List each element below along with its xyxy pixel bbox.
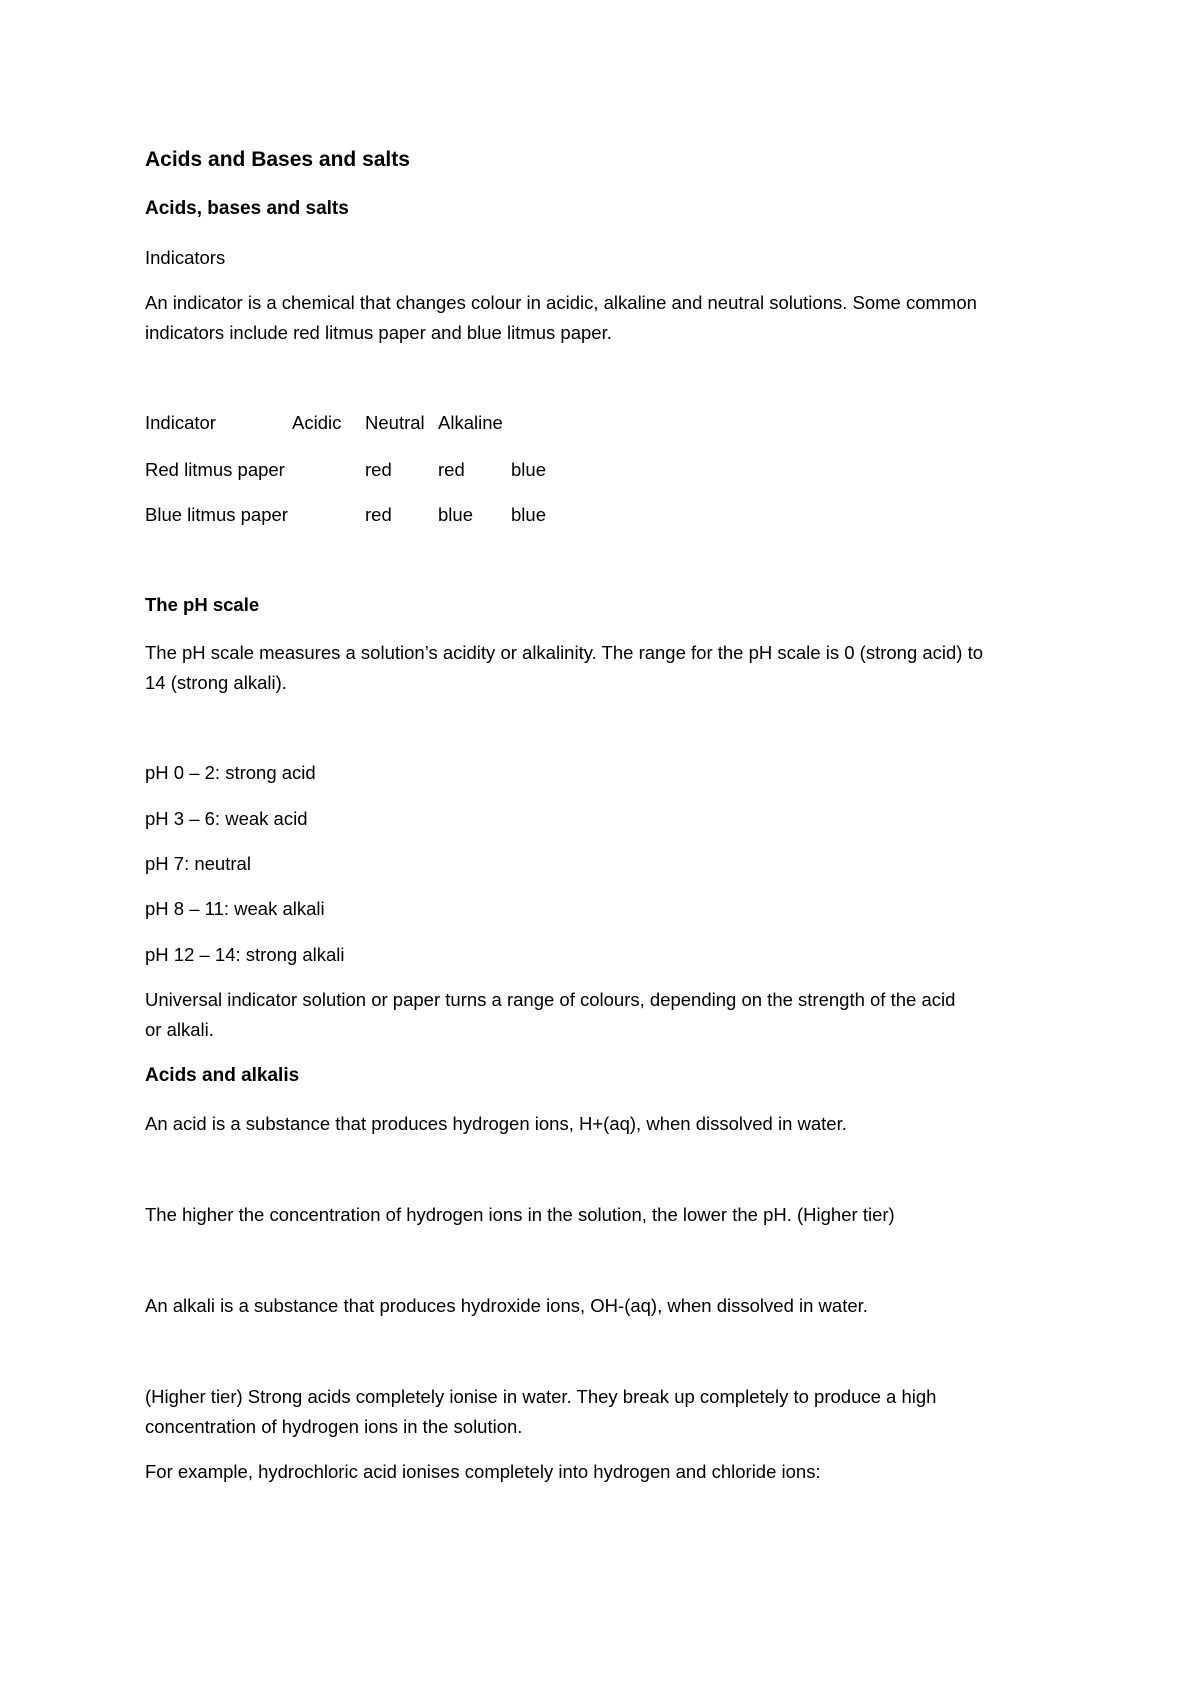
ph-paragraph-line2: 14 (strong alkali). [145, 672, 287, 693]
table-cell-row1-alkaline: blue [511, 459, 546, 480]
table-header-neutral: Neutral [365, 412, 425, 433]
indicators-paragraph-line2: indicators include red litmus paper and blue litmus paper. [145, 322, 612, 343]
table-cell-row1-neutral: red [438, 459, 465, 480]
higher-tier-ph-statement: The higher the concentration of hydrogen ions in the solution, the lower the pH. (Higher tier) [145, 1204, 895, 1225]
acid-definition: An acid is a substance that produces hydrogen ions, H+(aq), when dissolved in water. [145, 1113, 847, 1134]
universal-indicator-line1: Universal indicator solution or paper turns a range of colours, depending on the strength of the acid [145, 989, 956, 1010]
ph-range-item: pH 7: neutral [145, 853, 251, 874]
table-cell-row2-acidic: red [365, 504, 392, 525]
strong-acids-line2: concentration of hydrogen ions in the solution. [145, 1416, 523, 1437]
table-cell-row1-indicator: Red litmus paper [145, 459, 285, 480]
table-cell-row2-alkaline: blue [511, 504, 546, 525]
example-sentence: For example, hydrochloric acid ionises completely into hydrogen and chloride ions: [145, 1461, 821, 1482]
ph-scale-heading: The pH scale [145, 594, 260, 615]
indicators-paragraph-line1: An indicator is a chemical that changes colour in acidic, alkaline and neutral solutions. Some common [145, 292, 977, 313]
table-cell-row2-indicator: Blue litmus paper [145, 504, 288, 525]
table-header-alkaline: Alkaline [438, 412, 503, 433]
table-header-indicator: Indicator [145, 412, 216, 433]
alkali-definition: An alkali is a substance that produces hydroxide ions, OH-(aq), when dissolved in water. [145, 1295, 868, 1316]
strong-acids-line1: (Higher tier) Strong acids completely ionise in water. They break up completely to produce a high [145, 1386, 937, 1407]
table-cell-row2-neutral: blue [438, 504, 473, 525]
acids-alkalis-heading: Acids and alkalis [145, 1065, 300, 1086]
ph-range-item: pH 3 – 6: weak acid [145, 808, 308, 829]
document-title: Acids and Bases and salts [145, 148, 410, 171]
table-header-acidic: Acidic [292, 412, 342, 433]
ph-range-item: pH 0 – 2: strong acid [145, 762, 316, 783]
table-cell-row1-acidic: red [365, 459, 392, 480]
ph-paragraph-line1: The pH scale measures a solution’s acidity or alkalinity. The range for the pH scale is 0 (strong acid) to [145, 642, 984, 663]
ph-range-item: pH 8 – 11: weak alkali [145, 898, 325, 919]
universal-indicator-line2: or alkali. [145, 1019, 214, 1040]
section-title: Acids, bases and salts [145, 198, 349, 219]
ph-range-item: pH 12 – 14: strong alkali [145, 944, 345, 965]
indicators-heading: Indicators [145, 247, 226, 268]
